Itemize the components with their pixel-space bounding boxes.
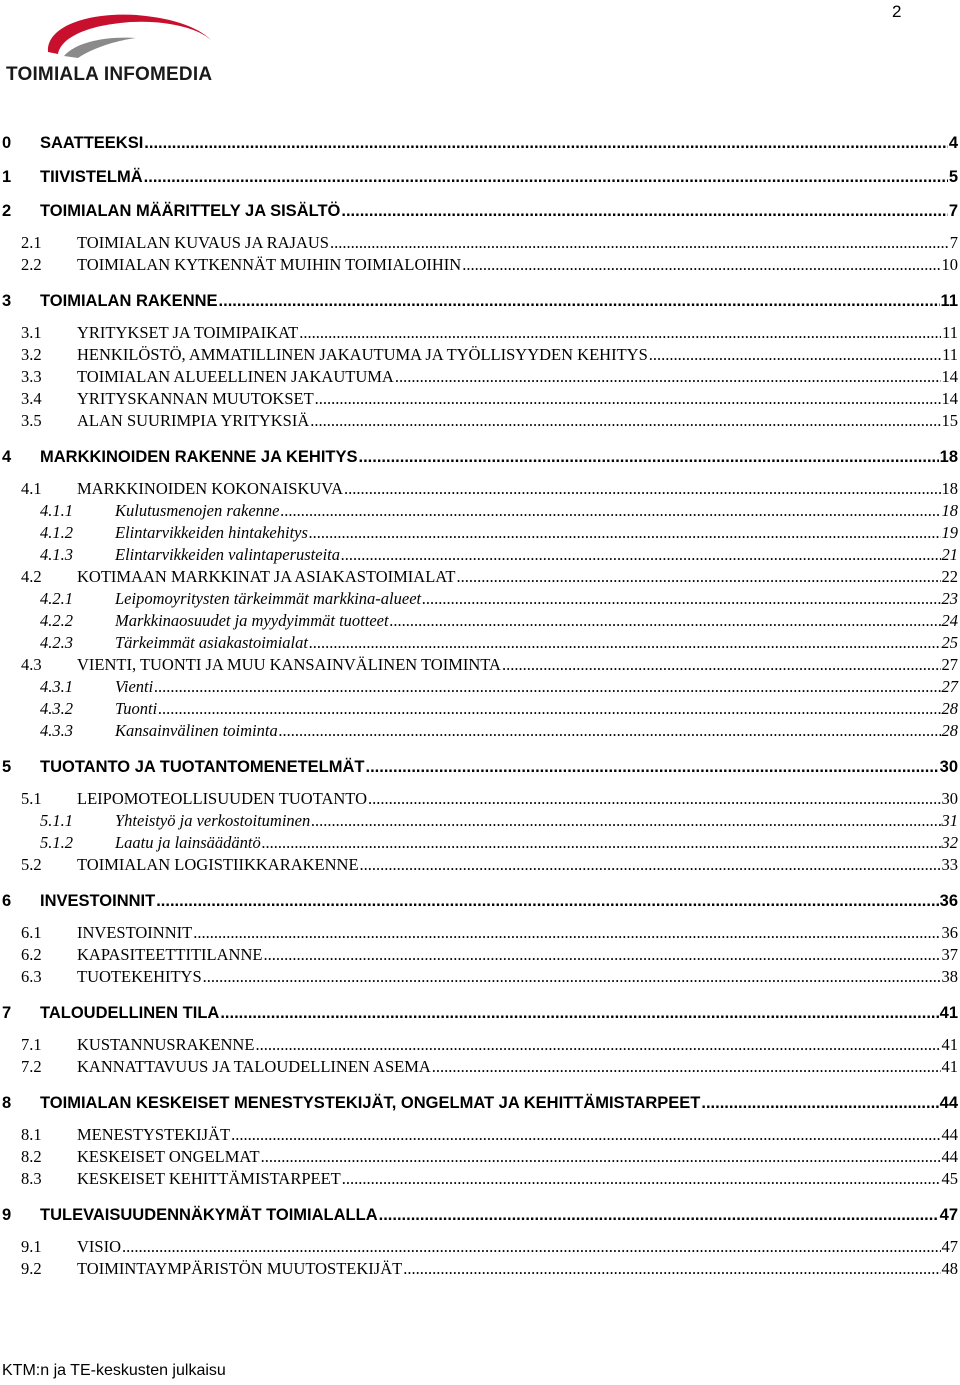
- toc-entry-number: 3.4: [21, 389, 42, 408]
- toc-entry-title: Yhteistyö ja verkostoituminen: [115, 811, 311, 830]
- toc-entry[interactable]: [0, 198, 958, 232]
- toc-entry-title: YRITYSKANNAN MUUTOKSET: [77, 389, 314, 408]
- toc-entry-title: MARKKINOIDEN RAKENNE JA KEHITYS: [40, 448, 358, 466]
- toc-entry-title: SAATTEEKSI: [40, 134, 144, 152]
- toc-entry-page: 41: [941, 1035, 958, 1054]
- toc-entry-title: Tuonti: [115, 699, 158, 718]
- toc-entry-title: Tärkeimmät asiakastoimialat: [115, 633, 308, 652]
- toc-entry[interactable]: [0, 832, 958, 854]
- toc-entry[interactable]: [0, 478, 958, 500]
- dot-leader: [156, 888, 938, 914]
- dot-leader: [255, 1034, 940, 1056]
- toc-entry-number: 9.1: [21, 1237, 42, 1256]
- toc-entry-title: TOIMIALAN ALUEELLINEN JAKAUTUMA: [77, 367, 394, 386]
- toc-entry-number: 2.2: [21, 255, 42, 274]
- toc-entry-page: 32: [941, 833, 958, 852]
- dot-leader: [309, 632, 941, 654]
- toc-entry-page: 11: [942, 323, 958, 342]
- toc-entry[interactable]: [0, 698, 958, 720]
- dot-leader: [203, 966, 941, 988]
- toc-entry[interactable]: [0, 232, 958, 254]
- toc-entry-title: TALOUDELLINEN TILA: [40, 1004, 220, 1022]
- toc-entry-number: 1: [2, 168, 12, 186]
- toc-entry-page: 33: [941, 855, 958, 874]
- toc-entry-page: 27: [941, 677, 958, 696]
- toc-entry-title: MARKKINOIDEN KOKONAISKUVA: [77, 479, 343, 498]
- dot-leader: [122, 1236, 941, 1258]
- toc-entry-number: 5.1: [21, 789, 42, 808]
- dot-leader: [310, 410, 940, 432]
- toc-entry-number: 0: [2, 134, 12, 152]
- toc-entry-number: 6.2: [21, 945, 42, 964]
- toc-entry-number: 4.1.3: [40, 545, 73, 564]
- dot-leader: [341, 544, 941, 566]
- toc-entry-page: 44: [941, 1147, 958, 1166]
- toc-entry-number: 7.2: [21, 1057, 42, 1076]
- toc-entry-page: 37: [941, 945, 958, 964]
- toc-entry-title: TOIMIALAN KUVAUS JA RAJAUS: [77, 233, 329, 252]
- toc-entry-title: Kulutusmenojen rakenne: [115, 501, 280, 520]
- toc-entry[interactable]: [0, 444, 958, 478]
- toc-entry-page: 7: [948, 202, 958, 220]
- dot-leader: [365, 754, 938, 780]
- dot-leader: [701, 1090, 938, 1116]
- toc-entry-number: 9: [2, 1206, 12, 1224]
- toc-entry[interactable]: [0, 720, 958, 742]
- footer-publisher: KTM:n ja TE-keskusten julkaisu: [2, 1362, 226, 1379]
- toc-entry-number: 9.2: [21, 1259, 42, 1278]
- toc-entry-title: KOTIMAAN MARKKINAT JA ASIAKASTOIMIALAT: [77, 567, 456, 586]
- toc-entry-number: 4.2.2: [40, 611, 73, 630]
- toc-entry[interactable]: [0, 854, 958, 876]
- dot-leader: [158, 698, 940, 720]
- toc-entry-title: TOIMIALAN KYTKENNÄT MUIHIN TOIMIALOIHIN: [77, 255, 462, 274]
- toc-entry[interactable]: [0, 810, 958, 832]
- toc-entry[interactable]: [0, 1202, 958, 1236]
- toc-entry[interactable]: [0, 1090, 958, 1124]
- toc-entry[interactable]: [0, 544, 958, 566]
- toc-entry[interactable]: [0, 588, 958, 610]
- toc-entry-title: LEIPOMOTEOLLISUUDEN TUOTANTO: [77, 789, 367, 808]
- toc-entry[interactable]: [0, 944, 958, 966]
- toc-entry-page: 31: [941, 811, 958, 830]
- table-of-contents: [0, 130, 958, 1280]
- toc-entry-page: 38: [941, 967, 958, 986]
- toc-entry-page: 21: [941, 545, 958, 564]
- page-number: 2: [892, 2, 902, 21]
- dot-leader: [311, 810, 940, 832]
- toc-entry-title: TIIVISTELMÄ: [40, 168, 143, 186]
- toc-entry-number: 4.1: [21, 479, 42, 498]
- toc-entry[interactable]: [0, 922, 958, 944]
- toc-entry-page: 36: [939, 892, 958, 910]
- dot-leader: [281, 500, 941, 522]
- toc-entry-page: 41: [939, 1004, 958, 1022]
- toc-entry-title: Laatu ja lainsäädäntö: [115, 833, 261, 852]
- dot-leader: [263, 944, 940, 966]
- toc-entry[interactable]: [0, 1258, 958, 1280]
- toc-entry[interactable]: [0, 1146, 958, 1168]
- toc-entry-number: 8.2: [21, 1147, 42, 1166]
- toc-entry-number: 4.1.2: [40, 523, 73, 542]
- dot-leader: [379, 1202, 939, 1228]
- toc-entry-page: 19: [941, 523, 958, 542]
- toc-entry-number: 4.2.1: [40, 589, 73, 608]
- dot-leader: [262, 832, 941, 854]
- toc-entry-number: 7: [2, 1004, 12, 1022]
- toc-entry-title: KANNATTAVUUS JA TALOUDELLINEN ASEMA: [77, 1057, 431, 1076]
- toc-entry-title: TUOTEKEHITYS: [77, 967, 202, 986]
- toc-entry-number: 5.2: [21, 855, 42, 874]
- toc-entry-title: KESKEISET ONGELMAT: [77, 1147, 260, 1166]
- toc-entry-page: 44: [941, 1125, 958, 1144]
- dot-leader: [403, 1258, 940, 1280]
- toc-entry-title: ALAN SUURIMPIA YRITYKSIÄ: [77, 411, 310, 430]
- toc-entry-title: TOIMIALAN RAKENNE: [40, 292, 218, 310]
- toc-entry-number: 4.3: [21, 655, 42, 674]
- toc-entry[interactable]: [0, 1000, 958, 1034]
- toc-entry[interactable]: [0, 1034, 958, 1056]
- toc-entry-page: 10: [941, 255, 958, 274]
- dot-leader: [649, 344, 941, 366]
- toc-entry-title: YRITYKSET JA TOIMIPAIKAT: [77, 323, 299, 342]
- toc-entry-title: KESKEISET KEHITTÄMISTARPEET: [77, 1169, 341, 1188]
- dot-leader: [342, 1168, 941, 1190]
- toc-entry-number: 3.5: [21, 411, 42, 430]
- toc-entry-page: 47: [941, 1237, 958, 1256]
- toc-entry[interactable]: [0, 754, 958, 788]
- toc-entry[interactable]: [0, 610, 958, 632]
- toimiala-infomedia-logo: [6, 6, 250, 84]
- toc-entry[interactable]: [0, 366, 958, 388]
- dot-leader: [219, 288, 940, 314]
- toc-entry-page: 41: [941, 1057, 958, 1076]
- dot-leader: [261, 1146, 941, 1168]
- toc-entry[interactable]: [0, 500, 958, 522]
- dot-leader: [309, 522, 941, 544]
- toc-entry-page: 22: [941, 567, 958, 586]
- toc-entry-title: VISIO: [77, 1237, 121, 1256]
- dot-leader: [360, 854, 941, 876]
- toc-entry-title: TOIMIALAN LOGISTIIKKARAKENNE: [77, 855, 359, 874]
- toc-entry[interactable]: [0, 344, 958, 366]
- toc-entry-page: 14: [941, 389, 958, 408]
- dot-leader: [231, 1124, 940, 1146]
- toc-entry-title: KUSTANNUSRAKENNE: [77, 1035, 255, 1054]
- toc-entry-title: KAPASITEETTITILANNE: [77, 945, 263, 964]
- dot-leader: [144, 164, 948, 190]
- toc-entry-page: 24: [941, 611, 958, 630]
- toc-entry-number: 8.1: [21, 1125, 42, 1144]
- toc-entry-page: 11: [940, 292, 958, 310]
- dot-leader: [144, 130, 948, 156]
- toc-entry[interactable]: [0, 788, 958, 810]
- dot-leader: [154, 676, 940, 698]
- toc-entry-number: 4.3.3: [40, 721, 73, 740]
- logo-swoosh-icon: [6, 6, 250, 66]
- toc-entry-number: 6: [2, 892, 12, 910]
- toc-entry-page: 18: [939, 448, 958, 466]
- toc-entry-number: 4: [2, 448, 12, 466]
- toc-entry-number: 5.1.1: [40, 811, 73, 830]
- toc-entry-page: 45: [941, 1169, 958, 1188]
- toc-entry-number: 6.1: [21, 923, 42, 942]
- toc-entry-number: 3.1: [21, 323, 42, 342]
- toc-entry-number: 4.2: [21, 567, 42, 586]
- toc-entry-title: HENKILÖSTÖ, AMMATILLINEN JAKAUTUMA JA TYÖLLISYYDEN KEHITYS: [77, 345, 648, 364]
- toc-entry-title: INVESTOINNIT: [77, 923, 193, 942]
- toc-entry[interactable]: [0, 1124, 958, 1146]
- toc-entry-page: 7: [949, 233, 958, 252]
- toc-entry[interactable]: [0, 164, 958, 198]
- toc-entry-page: 18: [941, 501, 958, 520]
- toc-entry-page: 14: [941, 367, 958, 386]
- toc-entry-page: 15: [941, 411, 958, 430]
- toc-entry-page: 23: [941, 589, 958, 608]
- toc-entry[interactable]: [0, 322, 958, 344]
- toc-entry-number: 7.1: [21, 1035, 42, 1054]
- dot-leader: [344, 478, 941, 500]
- toc-entry-page: 18: [941, 479, 958, 498]
- dot-leader: [279, 720, 941, 742]
- dot-leader: [395, 366, 941, 388]
- toc-entry-page: 36: [941, 923, 958, 942]
- toc-entry-title: MENESTYSTEKIJÄT: [77, 1125, 231, 1144]
- toc-entry-number: 8.3: [21, 1169, 42, 1188]
- toc-entry-page: 27: [941, 655, 958, 674]
- toc-entry[interactable]: [0, 654, 958, 676]
- toc-entry[interactable]: [0, 388, 958, 410]
- toc-entry-page: 28: [941, 721, 958, 740]
- toc-entry-title: TUOTANTO JA TUOTANTOMENETELMÄT: [40, 758, 365, 776]
- dot-leader: [193, 922, 940, 944]
- toc-entry-page: 11: [942, 345, 958, 364]
- toc-entry-number: 6.3: [21, 967, 42, 986]
- dot-leader: [368, 788, 941, 810]
- toc-entry-title: TULEVAISUUDENNÄKYMÄT TOIMIALALLA: [40, 1206, 378, 1224]
- toc-entry-title: TOIMIALAN MÄÄRITTELY JA SISÄLTÖ: [40, 202, 341, 220]
- toc-entry-number: 3.2: [21, 345, 42, 364]
- toc-entry-title: TOIMINTAYMPÄRISTÖN MUUTOSTEKIJÄT: [77, 1259, 403, 1278]
- toc-entry[interactable]: [0, 130, 958, 164]
- dot-leader: [330, 232, 949, 254]
- toc-entry-title: Vienti: [115, 677, 154, 696]
- toc-entry-title: TOIMIALAN KESKEISET MENESTYSTEKIJÄT, ONGELMAT JA KEHITTÄMISTARPEET: [40, 1094, 701, 1112]
- dot-leader: [359, 444, 939, 470]
- toc-entry-title: Elintarvikkeiden hintakehitys: [115, 523, 308, 542]
- toc-entry-title: INVESTOINNIT: [40, 892, 156, 910]
- toc-entry[interactable]: [0, 888, 958, 922]
- dot-leader: [456, 566, 940, 588]
- toc-entry-number: 2.1: [21, 233, 42, 252]
- toc-entry-page: 28: [941, 699, 958, 718]
- dot-leader: [432, 1056, 941, 1078]
- dot-leader: [341, 198, 947, 224]
- toc-entry[interactable]: [0, 1236, 958, 1258]
- toc-entry-number: 4.3.2: [40, 699, 73, 718]
- toc-entry-page: 25: [941, 633, 958, 652]
- toc-entry-number: 4.2.3: [40, 633, 73, 652]
- toc-entry[interactable]: [0, 632, 958, 654]
- toc-entry-page: 30: [941, 789, 958, 808]
- toc-entry[interactable]: [0, 288, 958, 322]
- toc-entry[interactable]: [0, 1056, 958, 1078]
- logo-text: TOIMIALA INFOMEDIA: [6, 64, 213, 85]
- toc-entry-number: 4.3.1: [40, 677, 73, 696]
- toc-entry[interactable]: [0, 676, 958, 698]
- toc-entry[interactable]: [0, 566, 958, 588]
- toc-entry-page: 5: [948, 168, 958, 186]
- toc-entry-title: Elintarvikkeiden valintaperusteita: [115, 545, 340, 564]
- toc-entry-title: VIENTI, TUONTI JA MUU KANSAINVÄLINEN TOIMINTA: [77, 655, 501, 674]
- toc-entry-number: 8: [2, 1094, 12, 1112]
- dot-leader: [390, 610, 941, 632]
- toc-entry[interactable]: [0, 1168, 958, 1190]
- toc-entry-page: 47: [939, 1206, 958, 1224]
- toc-entry-number: 2: [2, 202, 12, 220]
- toc-entry-page: 30: [939, 758, 958, 776]
- toc-entry-number: 3: [2, 292, 12, 310]
- toc-entry-title: Kansainvälinen toiminta: [115, 721, 278, 740]
- dot-leader: [315, 388, 941, 410]
- toc-entry-page: 4: [948, 134, 958, 152]
- toc-entry-number: 5: [2, 758, 12, 776]
- dot-leader: [299, 322, 941, 344]
- toc-entry-page: 44: [939, 1094, 958, 1112]
- toc-entry-title: Markkinaosuudet ja myydyimmät tuotteet: [115, 611, 389, 630]
- dot-leader: [220, 1000, 938, 1026]
- toc-entry-title: Leipomoyritysten tärkeimmät markkina-alueet: [115, 589, 422, 608]
- toc-entry-number: 3.3: [21, 367, 42, 386]
- dot-leader: [502, 654, 941, 676]
- toc-entry[interactable]: [0, 410, 958, 432]
- toc-entry-number: 5.1.2: [40, 833, 73, 852]
- dot-leader: [462, 254, 940, 276]
- toc-entry-number: 4.1.1: [40, 501, 73, 520]
- toc-entry[interactable]: [0, 966, 958, 988]
- dot-leader: [422, 588, 940, 610]
- toc-entry-page: 48: [941, 1259, 958, 1278]
- toc-entry[interactable]: [0, 254, 958, 276]
- toc-entry[interactable]: [0, 522, 958, 544]
